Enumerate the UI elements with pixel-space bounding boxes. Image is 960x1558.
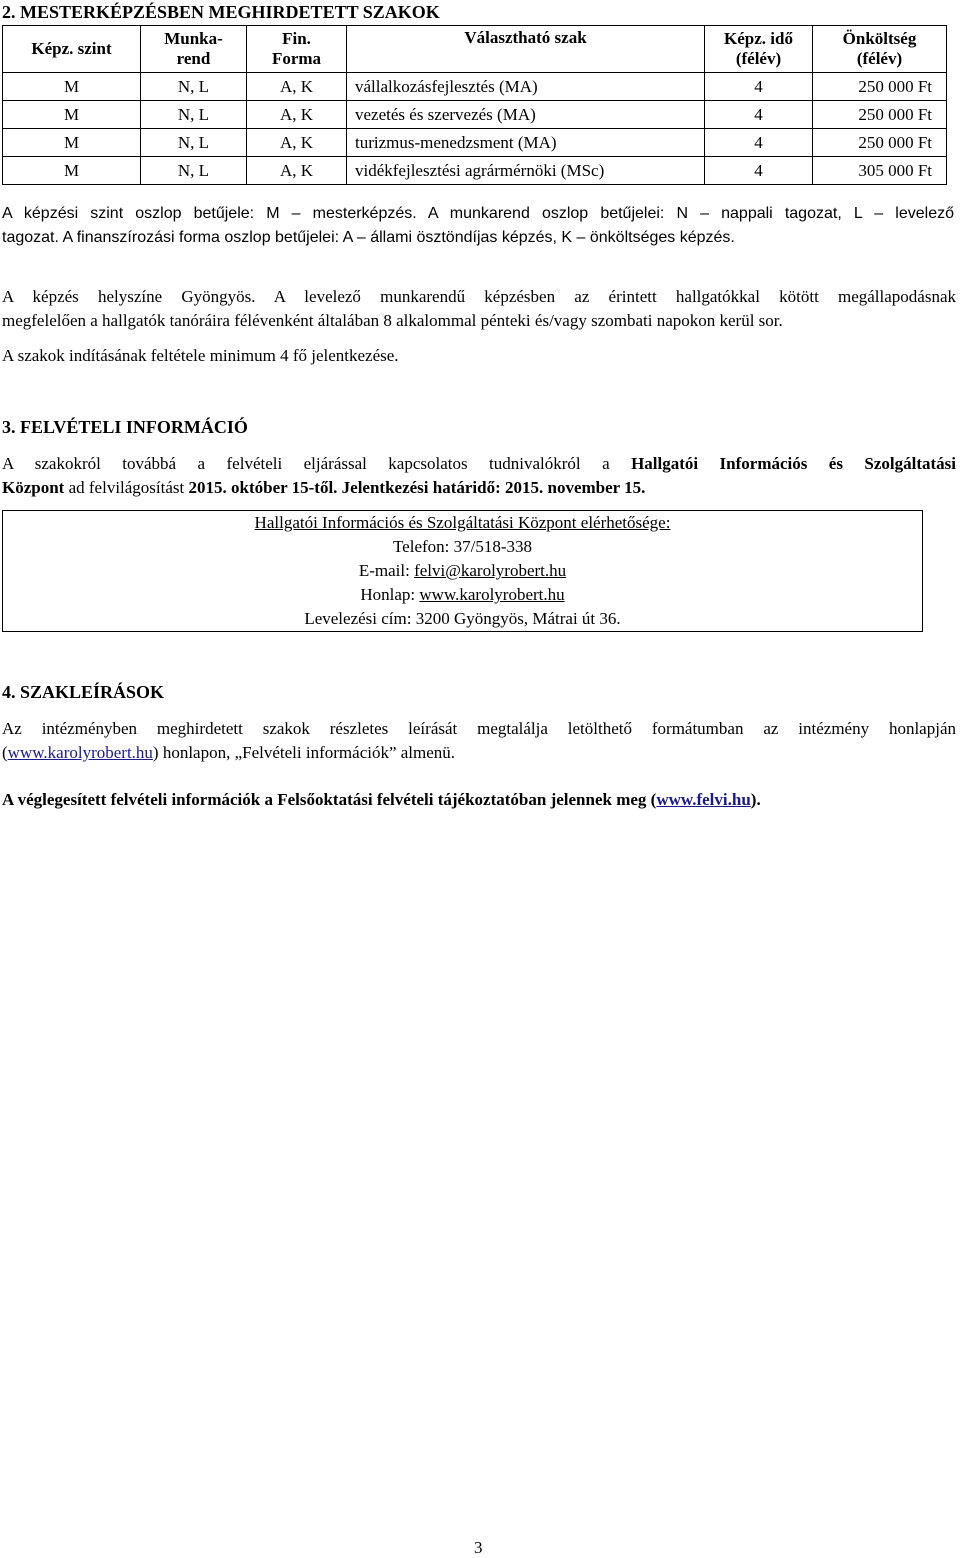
cell-fee: 250 000 Ft xyxy=(813,73,947,101)
admission-info-line-2 xyxy=(2,478,645,498)
admission-info-line-1 xyxy=(2,454,956,474)
majors-table xyxy=(2,25,947,185)
section-3-heading: 3. FELVÉTELI INFORMÁCIÓ xyxy=(2,417,248,437)
table-header-row xyxy=(3,26,947,73)
header-major-label: Választható szak xyxy=(464,28,587,47)
header-finance xyxy=(247,26,347,73)
final-info-line xyxy=(2,790,761,810)
header-duration-line1: Képz. idő xyxy=(724,29,793,48)
contact-web-row xyxy=(3,583,922,607)
location-line-2: megfelelően a hallgatók tanóráira félévenként általában 8 alkalommal pénteki és/vagy szombati napokon kerül sor. xyxy=(2,311,783,330)
karolyrobert-link[interactable]: www.karolyrobert.hu xyxy=(7,743,153,762)
cell-level: M xyxy=(3,73,141,101)
admission-info-mid: ad felvilágosítást xyxy=(64,478,189,497)
office-name-bold: Hallgatói Információs és Szolgáltatási xyxy=(631,454,956,473)
start-condition: A szakok indításának feltétele minimum 4 fő jelentkezése. xyxy=(2,346,399,365)
header-schedule xyxy=(141,26,247,73)
legend-line-2: tagozat. A finanszírozási forma oszlop betűjelei: A – állami ösztöndíjas képzés, K – önköltséges képzés. xyxy=(2,229,735,246)
cell-duration: 4 xyxy=(705,129,813,157)
descriptions-line-2 xyxy=(2,743,455,763)
cell-level: M xyxy=(3,129,141,157)
table-row xyxy=(3,73,947,101)
header-fee-line1: Önköltség xyxy=(842,29,917,48)
deadline-bold: 2015. október 15-től. Jelentkezési határidő: 2015. november 15. xyxy=(188,478,646,497)
cell-finance: A, K xyxy=(247,101,347,129)
header-schedule-line1: Munka- xyxy=(164,29,223,48)
header-level: Képz. szint xyxy=(3,26,141,73)
section-4-heading: 4. SZAKLEÍRÁSOK xyxy=(2,682,165,702)
cell-level: M xyxy=(3,157,141,185)
contact-box-title: Hallgatói Információs és Szolgáltatási Központ elérhetősége: xyxy=(254,513,671,532)
table-row xyxy=(3,129,947,157)
cell-duration: 4 xyxy=(705,101,813,129)
section-2-heading: 2. MESTERKÉPZÉSBEN MEGHIRDETETT SZAKOK xyxy=(2,2,440,22)
contact-phone: Telefon: 37/518-338 xyxy=(392,537,533,556)
cell-schedule: N, L xyxy=(141,101,247,129)
page-number: 3 xyxy=(474,1538,483,1557)
contact-email-label: E-mail: xyxy=(358,561,415,580)
final-info-end: ). xyxy=(750,790,761,809)
cell-duration: 4 xyxy=(705,73,813,101)
cell-level: M xyxy=(3,101,141,129)
final-info-text: A véglegesített felvételi információk a Felsőoktatási felvételi tájékoztatóban jelennek meg ( xyxy=(2,790,657,809)
admission-info-text: A szakokról továbbá a felvételi eljárással kapcsolatos tudnivalókról a xyxy=(2,454,610,473)
contact-web-label: Honlap: xyxy=(360,585,420,604)
cell-fee: 250 000 Ft xyxy=(813,101,947,129)
cell-major: vezetés és szervezés (MA) xyxy=(347,101,705,129)
header-fee xyxy=(813,26,947,73)
contact-email-row xyxy=(3,559,922,583)
contact-web-link[interactable]: www.karolyrobert.hu xyxy=(419,585,565,604)
descriptions-rest: ) honlapon, „Felvételi információk” almenü. xyxy=(152,743,456,762)
header-finance-line1: Fin. xyxy=(282,29,311,48)
descriptions-line-1: Az intézményben meghirdetett szakok részletes leírását megtalálja letölthető formátumban az intézmény honlapján xyxy=(2,719,956,738)
cell-major: turizmus-menedzsment (MA) xyxy=(347,129,705,157)
table-row xyxy=(3,157,947,185)
cell-finance: A, K xyxy=(247,129,347,157)
cell-duration: 4 xyxy=(705,157,813,185)
location-line-1: A képzés helyszíne Gyöngyös. A levelező munkarendű képzésben az érintett hallgatókkal kötött megállapodásnak xyxy=(2,287,956,306)
cell-schedule: N, L xyxy=(141,157,247,185)
cell-fee: 250 000 Ft xyxy=(813,129,947,157)
contact-box xyxy=(2,510,923,632)
felvi-link[interactable]: www.felvi.hu xyxy=(656,790,751,809)
table-row xyxy=(3,101,947,129)
cell-fee: 305 000 Ft xyxy=(813,157,947,185)
header-fee-line2: (félév) xyxy=(856,49,903,68)
legend-line-1: A képzési szint oszlop betűjele: M – mesterképzés. A munkarend oszlop betűjelei: N – nappali tagozat, L – levelező xyxy=(2,205,954,222)
contact-address: Levelezési cím: 3200 Gyöngyös, Mátrai út 36. xyxy=(304,609,621,628)
descriptions-open-paren: ( xyxy=(2,743,8,762)
header-duration-line2: (félév) xyxy=(735,49,782,68)
cell-finance: A, K xyxy=(247,73,347,101)
contact-email-link[interactable]: felvi@karolyrobert.hu xyxy=(414,561,567,580)
cell-major: vidékfejlesztési agrármérnöki (MSc) xyxy=(347,157,705,185)
cell-schedule: N, L xyxy=(141,129,247,157)
header-schedule-line2: rend xyxy=(176,49,211,68)
cell-major: vállalkozásfejlesztés (MA) xyxy=(347,73,705,101)
header-finance-line2: Forma xyxy=(271,49,322,68)
cell-schedule: N, L xyxy=(141,73,247,101)
office-name-bold-cont: Központ xyxy=(2,478,65,497)
header-duration xyxy=(705,26,813,73)
cell-finance: A, K xyxy=(247,157,347,185)
header-major xyxy=(347,26,705,73)
